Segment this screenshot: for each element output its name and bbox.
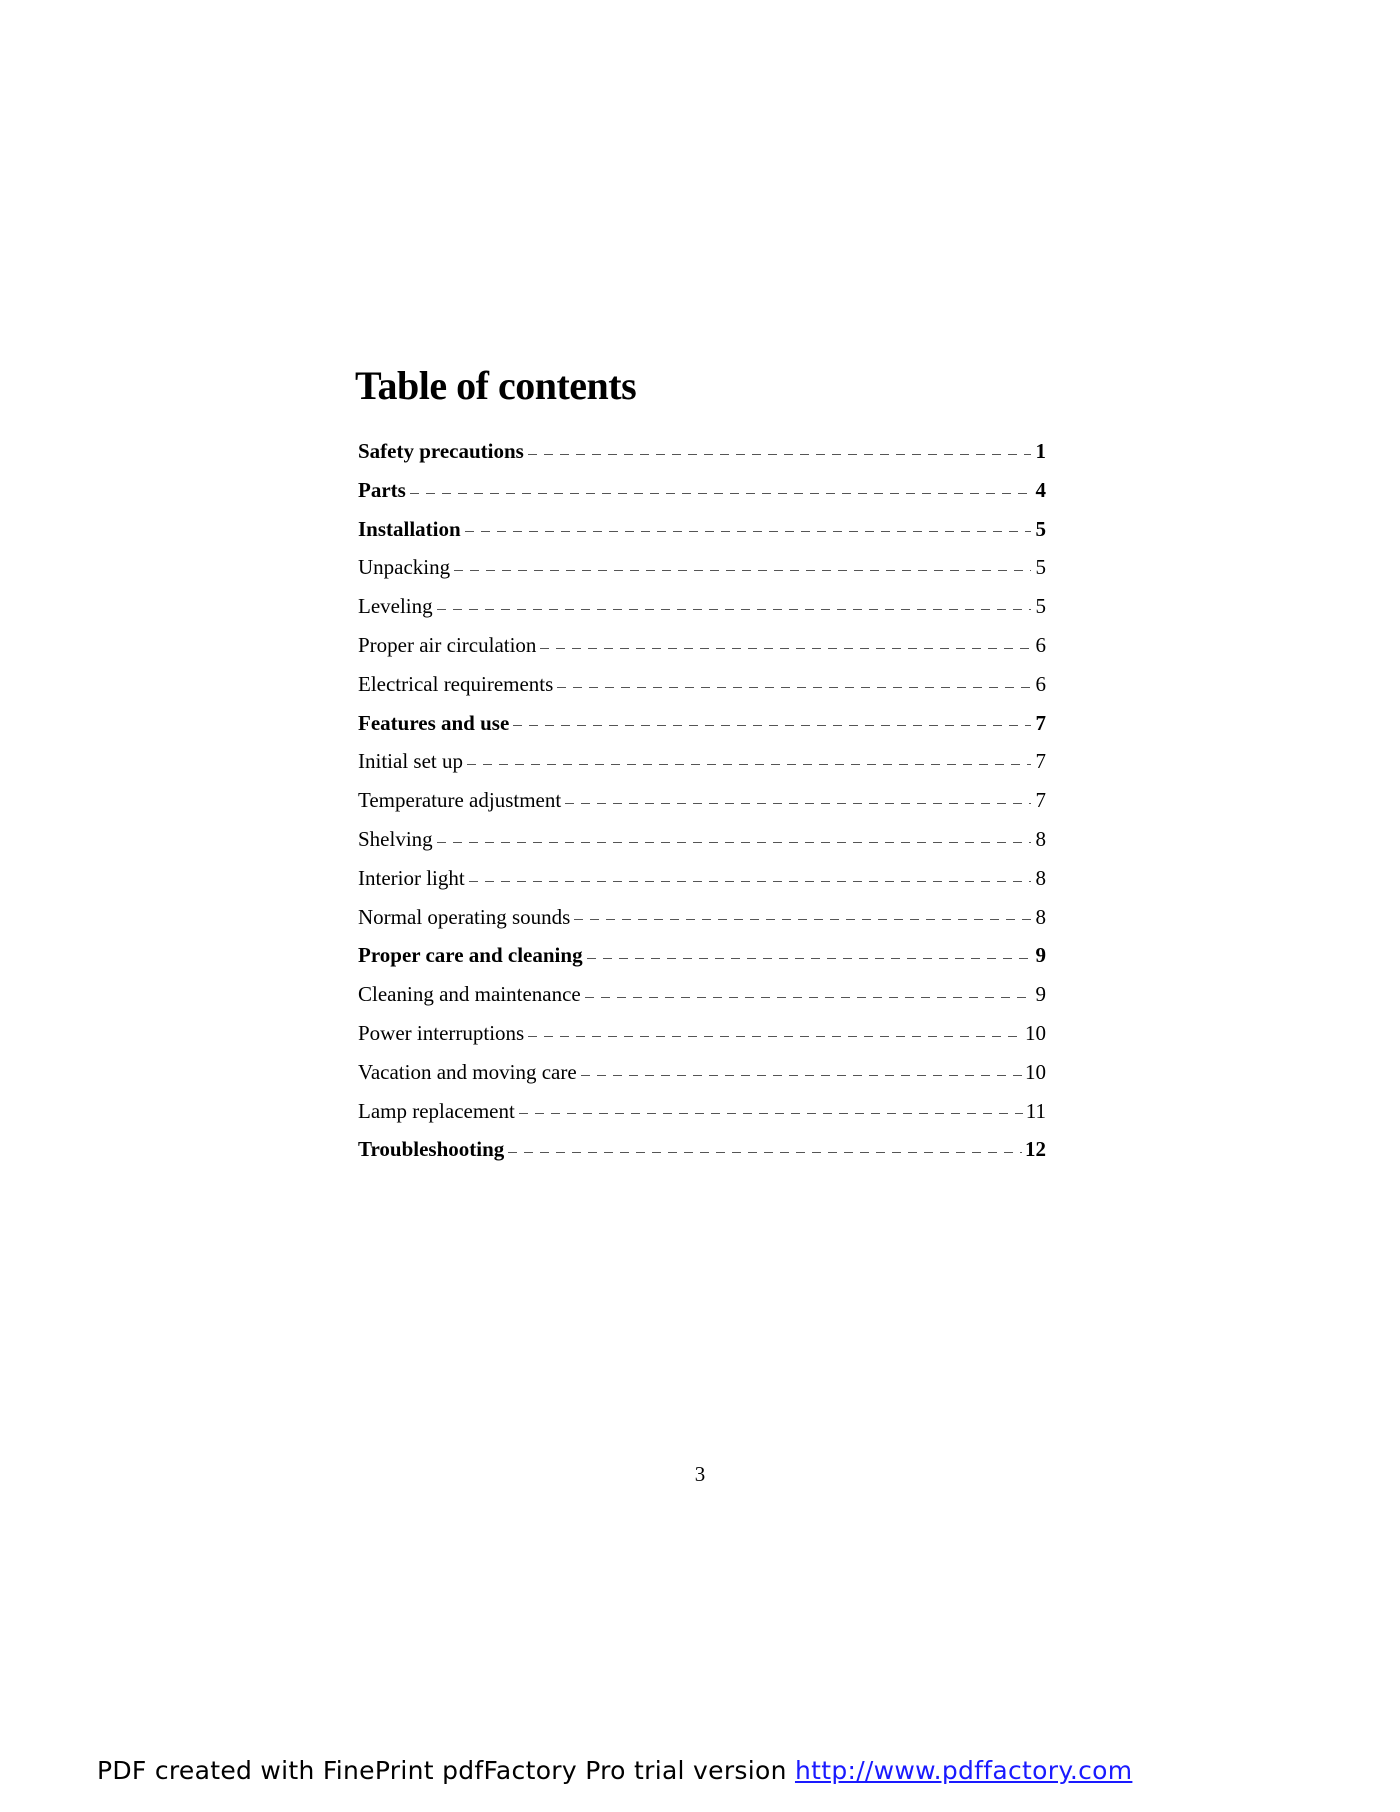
toc-entry[interactable] (358, 1053, 1046, 1092)
toc-entry-label: Interior light (358, 865, 465, 890)
toc-entry-page: 4 (1035, 477, 1046, 502)
toc-entry[interactable] (358, 510, 1046, 549)
toc-entry-label: Temperature adjustment (358, 788, 562, 813)
toc-entry-page: 8 (1035, 904, 1046, 929)
toc-entry[interactable] (358, 1092, 1046, 1131)
toc-entry-page: 5 (1035, 594, 1046, 619)
toc-entry-label: Lamp replacement (358, 1098, 515, 1123)
toc-entry-page: 9 (1035, 943, 1046, 968)
toc-entry[interactable] (358, 626, 1046, 665)
toc-entry[interactable] (358, 471, 1046, 510)
toc-dot-leader (581, 1075, 1022, 1076)
toc-entry[interactable] (358, 859, 1046, 898)
toc-entry-page: 12 (1025, 1137, 1046, 1162)
toc-entry-label: Initial set up (358, 749, 463, 774)
toc-entry-page: 7 (1035, 710, 1046, 735)
footer-link[interactable]: http://www.pdffactory.com (794, 1756, 1133, 1785)
toc-dot-leader (454, 570, 1031, 571)
footer-text: PDF created with FinePrint pdfFactory Pro trial version (97, 1756, 795, 1785)
toc-entry[interactable] (358, 898, 1046, 937)
toc-dot-leader (585, 997, 1031, 998)
toc-dot-leader (465, 531, 1031, 532)
toc-dot-leader (574, 919, 1031, 920)
toc-dot-leader (587, 958, 1031, 959)
toc-entry[interactable] (358, 548, 1046, 587)
toc-entry[interactable] (358, 704, 1046, 743)
page-number: 3 (694, 1462, 706, 1486)
toc-entry-page: 8 (1035, 826, 1046, 851)
toc-entry-page: 6 (1035, 632, 1046, 657)
toc-dot-leader (528, 454, 1031, 455)
toc-dot-leader (410, 493, 1031, 494)
toc-dot-leader (565, 803, 1031, 804)
toc-entry-page: 11 (1025, 1098, 1046, 1123)
toc-dot-leader (469, 881, 1031, 882)
toc-entry-page: 7 (1035, 788, 1046, 813)
toc-entry-page: 5 (1035, 555, 1046, 580)
toc-entry-page: 9 (1035, 982, 1046, 1007)
toc-entry-label: Unpacking (358, 555, 451, 580)
toc-entry-label: Electrical requirements (358, 671, 554, 696)
toc-dot-leader (513, 725, 1031, 726)
toc-entry[interactable] (358, 1130, 1046, 1169)
toc-entry-page: 7 (1035, 749, 1046, 774)
toc-entry-page: 1 (1035, 439, 1046, 463)
toc-dot-leader (437, 609, 1031, 610)
toc-entry-page: 8 (1035, 865, 1046, 890)
toc-dot-leader (467, 764, 1031, 765)
toc-entry-label: Cleaning and maintenance (358, 982, 581, 1007)
toc-entry-page: 10 (1025, 1020, 1046, 1045)
toc-entry[interactable] (358, 665, 1046, 704)
toc-entry-label: Parts (358, 477, 406, 502)
toc-entry-label: Safety precautions (358, 439, 524, 463)
toc-entry-label: Shelving (358, 826, 433, 851)
toc-entry-label: Features and use (358, 710, 510, 735)
toc-dot-leader (437, 842, 1031, 843)
toc-entry-page: 6 (1035, 671, 1046, 696)
toc-entry-label: Leveling (358, 594, 433, 619)
toc-dot-leader (540, 648, 1031, 649)
toc-entry[interactable] (358, 936, 1046, 975)
toc-entry-page: 10 (1025, 1059, 1046, 1084)
table-of-contents (358, 432, 1046, 1169)
toc-entry-label: Proper care and cleaning (358, 943, 583, 968)
toc-dot-leader (528, 1036, 1022, 1037)
toc-entry[interactable] (358, 820, 1046, 859)
toc-entry[interactable] (358, 432, 1046, 471)
toc-dot-leader (557, 687, 1031, 688)
pdf-footer (97, 1756, 1132, 1785)
toc-entry-label: Installation (358, 516, 461, 541)
page-title: Table of contents (355, 363, 637, 408)
toc-entry[interactable] (358, 1014, 1046, 1053)
toc-dot-leader (519, 1113, 1023, 1114)
toc-entry-label: Troubleshooting (358, 1137, 505, 1162)
toc-entry-label: Proper air circulation (358, 632, 537, 657)
toc-entry[interactable] (358, 742, 1046, 781)
toc-entry-page: 5 (1035, 516, 1046, 541)
toc-dot-leader (508, 1152, 1022, 1153)
toc-entry-label: Normal operating sounds (358, 904, 571, 929)
toc-entry[interactable] (358, 587, 1046, 626)
toc-entry-label: Vacation and moving care (358, 1059, 577, 1084)
toc-entry-label: Power interruptions (358, 1020, 525, 1045)
toc-entry[interactable] (358, 975, 1046, 1014)
toc-entry[interactable] (358, 781, 1046, 820)
